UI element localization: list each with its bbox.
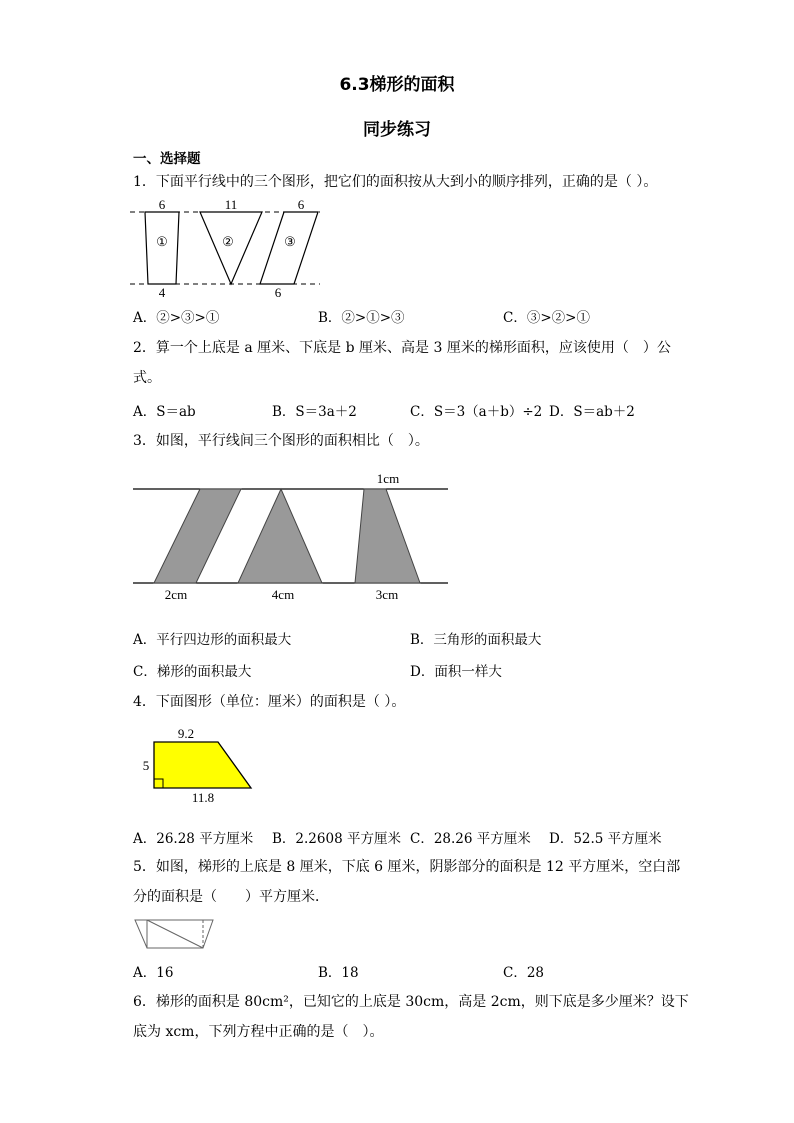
q4-option-b[interactable]: B．2.2608 平方厘米	[272, 831, 401, 847]
q5-option-c[interactable]: C．28	[503, 965, 545, 981]
shape-triangle	[238, 489, 322, 583]
question-1-figure	[128, 196, 328, 300]
q4-left-label: 5	[142, 758, 150, 773]
q2-option-b[interactable]: B．S＝3a＋2	[272, 404, 357, 420]
question-2-text-line1: 2．算一个上底是 a 厘米、下底是 b 厘米、高是 3 厘米的梯形面积，应该使用（ ）公	[133, 340, 671, 356]
q5-option-b[interactable]: B．18	[318, 965, 359, 981]
q1-shape-label-2: ②	[222, 234, 234, 249]
question-3-text: 3．如图，平行线间三个图形的面积相比（ ）。	[133, 433, 429, 449]
question-6-text-line1: 6．梯形的面积是 80cm²，已知它的上底是 30cm，高是 2cm，则下底是多少厘米？设下	[133, 994, 689, 1010]
q1-top-label-2: 11	[224, 197, 238, 212]
question-5-figure	[132, 915, 216, 953]
question-2-text-line2: 式。	[133, 370, 161, 386]
q3-option-b[interactable]: B．三角形的面积最大	[410, 632, 542, 648]
question-4-figure	[138, 722, 258, 808]
question-3-figure	[130, 468, 452, 608]
question-1-text: 1．下面平行线中的三个图形，把它们的面积按从大到小的顺序排列，正确的是（ ）。	[133, 174, 658, 190]
page-title: 6.3梯形的面积	[339, 75, 455, 95]
q4-option-d[interactable]: D．52.5 平方厘米	[549, 831, 662, 847]
question-4-text: 4．下面图形（单位：厘米）的面积是（ ）。	[133, 694, 406, 710]
q2-option-a[interactable]: A．S＝ab	[133, 404, 196, 420]
q2-option-c[interactable]: C．S＝3（a＋b）÷2	[410, 404, 543, 420]
shape-trapezoid-yellow	[154, 742, 251, 788]
q4-option-a[interactable]: A．26.28 平方厘米	[133, 831, 254, 847]
q3-option-c[interactable]: C．梯形的面积最大	[133, 664, 252, 680]
section-heading: 一、选择题	[133, 151, 201, 167]
question-6-text-line2: 底为 xcm，下列方程中正确的是（ ）。	[133, 1024, 384, 1040]
q1-bottom-label-3: 6	[274, 285, 282, 300]
q1-shape-label-1: ①	[156, 234, 168, 249]
q4-top-label: 9.2	[177, 726, 195, 741]
q3-bottom-label-3: 3cm	[375, 587, 399, 602]
q5-option-a[interactable]: A．16	[133, 965, 174, 981]
q1-option-c[interactable]: C．③>②>①	[503, 310, 590, 326]
q2-option-d[interactable]: D．S＝ab＋2	[549, 404, 635, 420]
q4-option-c[interactable]: C．28.26 平方厘米	[410, 831, 531, 847]
q1-top-label-1: 6	[158, 197, 166, 212]
q3-bottom-label-1: 2cm	[164, 587, 188, 602]
q3-bottom-label-2: 4cm	[271, 587, 295, 602]
q1-bottom-label-1: 4	[158, 285, 166, 300]
shape-trapezoid	[355, 489, 420, 583]
q3-top-label: 1cm	[376, 471, 400, 486]
q1-option-a[interactable]: A．②>③>①	[133, 310, 220, 326]
q1-top-label-3: 6	[297, 197, 305, 212]
q1-shape-label-3: ③	[284, 234, 296, 249]
question-5-text-line2: 分的面积是（ ）平方厘米．	[133, 889, 329, 905]
page-subtitle: 同步练习	[363, 120, 431, 140]
q4-bottom-label: 11.8	[191, 790, 215, 805]
shape-parallelogram	[154, 489, 241, 583]
q3-option-d[interactable]: D．面积一样大	[410, 664, 502, 680]
q3-option-a[interactable]: A．平行四边形的面积最大	[133, 632, 292, 648]
q1-option-b[interactable]: B．②>①>③	[318, 310, 405, 326]
question-5-text-line1: 5．如图，梯形的上底是 8 厘米，下底 6 厘米，阴影部分的面积是 12 平方厘米，空白部	[133, 859, 681, 875]
